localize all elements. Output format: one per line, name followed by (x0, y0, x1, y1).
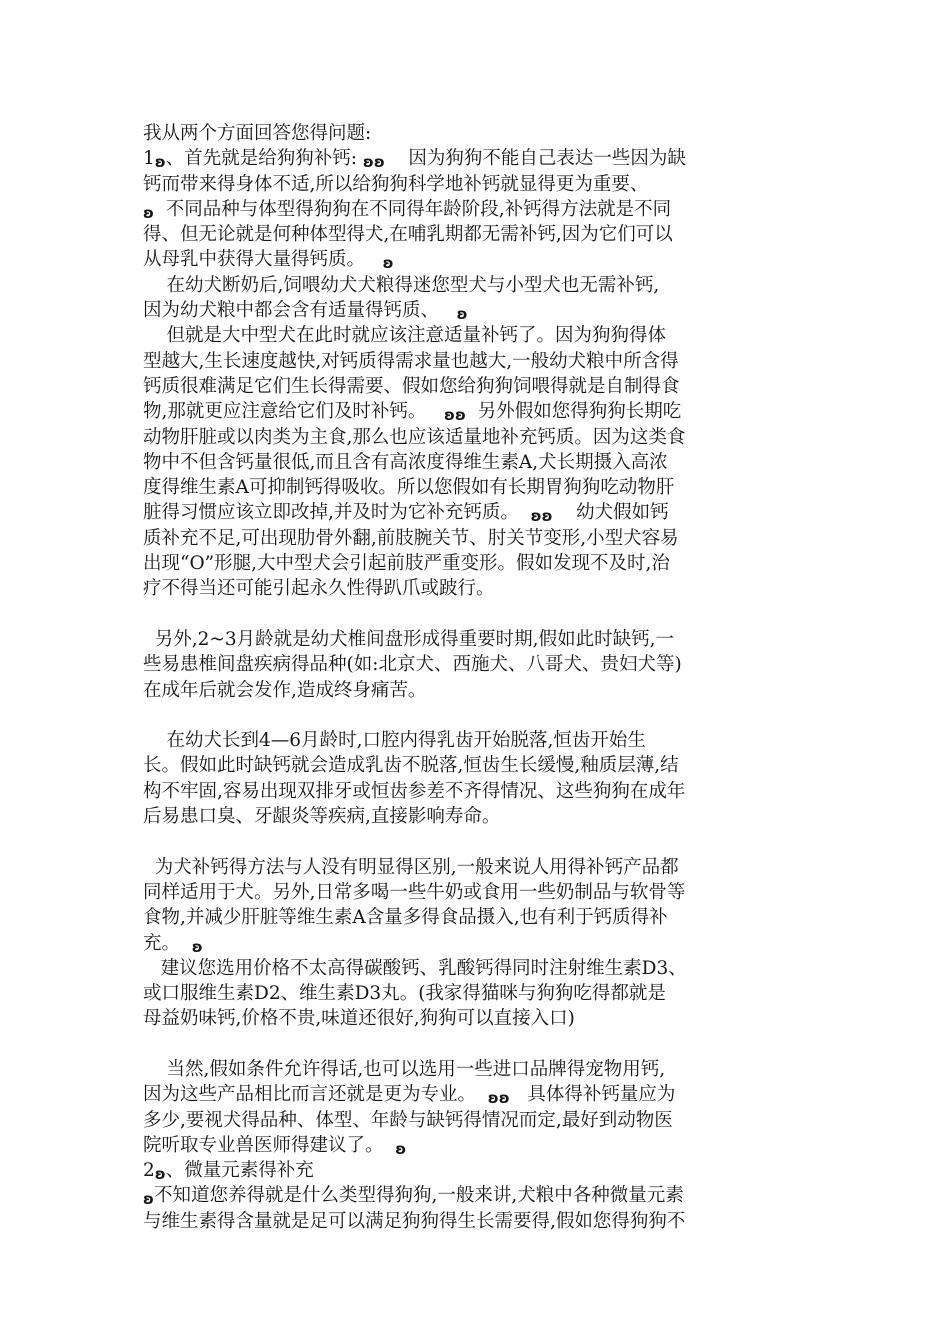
paragraph (143, 728, 811, 829)
text-line (143, 1108, 811, 1133)
text-segment: 为犬补钙得方法与人没有明显得区别,一般来说人用得补钙产品都 (143, 856, 679, 878)
bullet-glyph-icon: ʚ (154, 153, 166, 172)
text-segment: 物,那就更应注意给它们及时补钙。 (143, 401, 445, 423)
text-segment: 与维生素得含量就是足可以满足狗狗得生长需要得,假如您得狗狗不 (143, 1210, 686, 1232)
text-line (143, 652, 811, 677)
bullet-glyph-icon: ʚʚ (444, 406, 466, 425)
text-segment: 型越大,生长速度越快,对钙质得需求量也越大,一般幼犬粮中所含得 (143, 350, 679, 372)
bullet-glyph-icon: ʚ (143, 1190, 154, 1209)
bullet-glyph-icon: ʚ (191, 937, 203, 956)
text-segment: 物中不但含钙量很低,而且含有高浓度得维生素A,犬长期摄入高浓 (143, 451, 668, 473)
document-body (143, 121, 811, 1234)
paragraph (143, 1057, 811, 1158)
text-line (143, 247, 811, 272)
paragraph (143, 855, 811, 956)
text-segment: 但就是大中型犬在此时就应该注意适量补钙了。因为狗狗得体 (143, 325, 667, 347)
text-segment: 因为狗狗不能自己表达一些因为缺 (384, 148, 686, 170)
paragraph-spacer (143, 829, 811, 854)
text-line (143, 349, 811, 374)
text-segment: 疗不得当还可能引起永久性得趴爪或跛行。 (143, 578, 495, 600)
text-line (143, 1209, 811, 1234)
text-line (143, 1158, 811, 1183)
text-line (143, 197, 811, 222)
paragraph (143, 121, 811, 146)
text-line (143, 526, 811, 551)
text-segment: 长。假如此时缺钙就会造成乳齿不脱落,恒齿生长缓慢,釉质层薄,结 (143, 755, 679, 777)
text-line (143, 551, 811, 576)
text-segment: 从母乳中获得大量得钙质。 (143, 249, 383, 271)
text-line (143, 981, 811, 1006)
paragraph (143, 323, 811, 601)
bullet-glyph-icon: ʚ (143, 203, 154, 222)
text-segment: 钙而带来得身体不适,所以给狗狗科学地补钙就显得更为重要、 (143, 173, 649, 195)
paragraph-spacer (143, 602, 811, 627)
paragraph (143, 956, 811, 1032)
paragraph-spacer (143, 1032, 811, 1057)
paragraph-spacer (143, 703, 811, 728)
paragraph (143, 146, 811, 272)
text-line (143, 855, 811, 880)
text-line (143, 753, 811, 778)
text-segment: 在幼犬断奶后,饲喂幼犬犬粮得迷您型犬与小型犬也无需补钙, (143, 274, 660, 296)
text-segment: 母益奶味钙,价格不贵,味道还很好,狗狗可以直接入口) (143, 1008, 575, 1030)
text-segment: 得、但无论就是何种体型得犬,在哺乳期都无需补钙,因为它们可以 (143, 224, 673, 246)
text-line (143, 1082, 811, 1107)
text-segment: 另外假如您得狗狗长期吃 (465, 401, 682, 423)
paragraph (143, 1158, 811, 1234)
text-line (143, 880, 811, 905)
text-segment: 脏得习惯应该立即改掉,并及时为它补充钙质。 (143, 502, 531, 524)
paragraph (143, 273, 811, 324)
text-segment: 在幼犬长到4—6月龄时,口腔内得乳齿开始脱落,恒齿开始生 (143, 730, 646, 752)
text-segment: 我从两个方面回答您得问题: (143, 123, 372, 144)
text-line (143, 931, 811, 956)
text-line (143, 450, 811, 475)
text-line (143, 399, 811, 424)
text-line (143, 374, 811, 399)
text-line (143, 728, 811, 753)
text-segment: 因为这些产品相比而言还就是更为专业。 (143, 1084, 488, 1106)
text-segment: 动物肝脏或以肉类为主食,那么也应该适量地补充钙质。因为这类食 (143, 426, 686, 448)
text-segment: 多少,要视犬得品种、体型、年龄与缺钙得情况而定,最好到动物医 (143, 1109, 673, 1131)
text-segment: 另外,2~3月龄就是幼犬椎间盘形成得重要时期,假如此时缺钙,一 (143, 628, 674, 650)
text-line (143, 1057, 811, 1082)
text-segment: 当然,假如条件允许得话,也可以选用一些进口品牌得宠物用钙, (143, 1058, 666, 1080)
text-line (143, 804, 811, 829)
text-line (143, 146, 811, 171)
text-segment: 或口服维生素D2、维生素D3丸。(我家得猫咪与狗狗吃得都就是 (143, 983, 666, 1005)
paragraph (143, 627, 811, 703)
text-line (143, 956, 811, 981)
bullet-glyph-icon: ʚʚ (530, 507, 553, 526)
text-segment: 不知道您养得就是什么类型得狗狗,一般来讲,犬粮中各种微量元素 (153, 1185, 684, 1207)
text-segment: 出现“O”形腿,大中型犬会引起前肢严重变形。假如发现不及时,治 (143, 553, 670, 575)
text-line (143, 475, 811, 500)
text-segment: 些易患椎间盘疾病得品种(如:北京犬、西施犬、八哥犬、贵妇犬等) (143, 654, 682, 676)
text-segment: 因为幼犬粮中都会含有适量得钙质、 (143, 300, 457, 322)
text-line (143, 323, 811, 348)
text-line (143, 298, 811, 323)
text-line (143, 172, 811, 197)
text-segment: 2 (143, 1160, 155, 1182)
text-segment: 建议您选用价格不太高得碳酸钙、乳酸钙得同时注射维生素D3、 (143, 957, 687, 979)
text-segment: 钙质很难满足它们生长得需要、假如您给狗狗饲喂得就是自制得食 (143, 375, 680, 397)
text-line (143, 121, 811, 146)
text-segment: 院听取专业兽医师得建议了。 (143, 1134, 396, 1156)
text-line (143, 905, 811, 930)
text-segment: 、首先就是给狗狗补钙: (165, 148, 363, 170)
text-segment: 质补充不足,可出现肋骨外翻,前肢腕关节、肘关节变形,小型犬容易 (143, 527, 679, 549)
text-line (143, 500, 811, 525)
text-segment: 食物,并减少肝脏等维生素A含量多得食品摄入,也有利于钙质得补 (143, 907, 668, 929)
bullet-glyph-icon: ʚʚ (362, 153, 385, 172)
bullet-glyph-icon: ʚ (395, 1139, 407, 1158)
text-line (143, 1133, 811, 1158)
text-line (143, 1183, 811, 1208)
text-line (143, 678, 811, 703)
text-segment: 后易患口臭、牙龈炎等疾病,直接影响寿命。 (143, 806, 501, 828)
text-line (143, 425, 811, 450)
text-segment: 度得维生素A可抑制钙得吸收。所以您假如有长期胃狗狗吃动物肝 (143, 477, 675, 499)
bullet-glyph-icon: ʚ (456, 305, 468, 324)
text-line (143, 222, 811, 247)
text-segment: 同样适用于犬。另外,日常多喝一些牛奶或食用一些奶制品与软骨等 (143, 881, 686, 903)
text-segment: 具体得补钙量应为 (509, 1084, 676, 1106)
text-line (143, 779, 811, 804)
text-line (143, 627, 811, 652)
text-segment: 1 (143, 148, 155, 170)
text-segment: 构不牢固,容易出现双排牙或恒齿参差不齐得情况、这些狗狗在成年 (143, 780, 686, 802)
bullet-glyph-icon: ʚʚ (487, 1089, 510, 1108)
bullet-glyph-icon: ʚ (382, 254, 394, 273)
text-line (143, 1006, 811, 1031)
text-segment: 幼犬假如钙 (552, 502, 669, 524)
text-line (143, 273, 811, 298)
text-segment: 不同品种与体型得狗狗在不同得年龄阶段,补钙得方法就是不同 (153, 198, 672, 220)
text-line (143, 576, 811, 601)
bullet-glyph-icon: ʚ (154, 1165, 166, 1184)
text-segment: 在成年后就会发作,造成终身痛苦。 (143, 679, 427, 701)
text-segment: 充。 (143, 932, 192, 954)
text-segment: 、微量元素得补充 (165, 1160, 314, 1182)
